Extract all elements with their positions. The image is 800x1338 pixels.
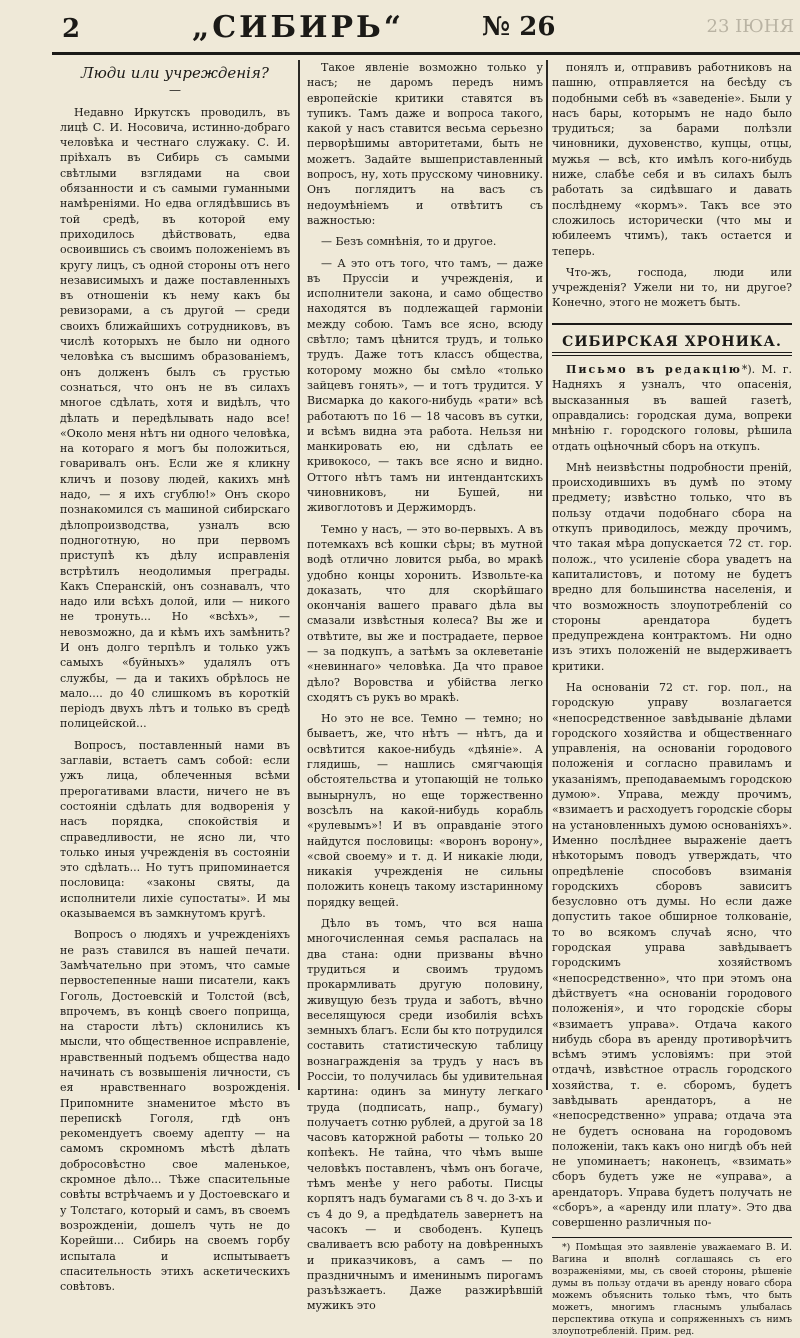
article-paragraph: Недавно Иркутскъ проводилъ, въ лицѣ С. И. Носовича, истинно-добраго человѣка и честнаго служаку. С. И. пріѣхалъ въ Сибирь съ самыми свѣтлыми взглядами на свои обязанности и съ самыми гуманными намѣреніями. Но едва оглядѣвшись въ той средѣ, въ которой ему приходилось дѣйствовать, едва освоившись съ своимъ положеніемъ въ кругу лицъ, съ одной стороны отъ него независимыхъ и даже поставленныхъ въ отношеніи къ нему какъ бы ревизорами, а съ другой — среди своихъ ближайшихъ сотрудниковъ, въ числѣ которыхъ не было ни одного человѣка съ высшимъ образованіемъ, онъ долженъ былъ съ грустью сознаться, что онъ не въ силахъ многое сдѣлать, хотя и видѣлъ, что дѣлать и передѣлывать надо все! «Около меня нѣтъ ни одного человѣка, на котораго я могъ бы положиться, говаривалъ онъ. Если же я кликну кличъ и позову людей, какихъ мнѣ надо, — я ихъ сгублю!» Онъ скоро познакомился съ машиной сибирскаго дѣлопроизводства, узналъ всю подноготную, но при первомъ приступѣ къ дѣлу исправленія встрѣтилъ неодолимыя преграды. Какъ Сперанскій, онъ сознавалъ, что надо или всѣхъ долой, или — никого не тронуть... Но «всѣхъ», — невозможно, да и кѣмъ ихъ замѣнить? И онъ долго терпѣлъ и только ужъ самыхъ «буйныхъ» удалялъ отъ службы, — да и такихъ обрѣлось не мало.... до 40 слишкомъ въ короткій періодъ двухъ лѣтъ и только въ средѣ полицейской... (60, 105, 290, 731)
masthead-title: „СИБИРЬ“ (192, 10, 405, 45)
article-paragraph: — А это отъ того, что тамъ, — даже въ Пруссіи и учрежденія, и исполнители закона, и само общество находятся въ подлежащей гармоніи между собою. Тамъ все ясно, всюду свѣтло; тамъ цѣнится трудъ, и только трудъ. Даже тотъ классъ общества, которому можно бы смѣло «только зайцевъ гонять», — и тотъ трудится. У Висмарка до какого-нибудь «рати» всѣ работаютъ по 16 — 18 часовъ въ сутки, и всѣмъ видна эта работа. Нельзя ни манкировать ею, ни сдѣлать ее кривокосо, — такъ все ясно и видно. Оттого нѣтъ тамъ ни интендантскихъ чиновниковъ, ни Бушей, ни живоглотовъ и Держимордъ. (307, 256, 543, 515)
article-paragraph: Вопросъ о людяхъ и учрежденіяхъ не разъ ставился въ нашей печати. Замѣчательно при этомъ, что самые первостепенные наши писатели, какъ Гоголь, Достоевскій и Толстой (всѣ, впрочемъ, въ концѣ своего поприща, на старости лѣтъ) склонились къ мысли, что общественное исправленіе, нравственный подъемъ общества надо начинать съ возвышенія личности, съ ея нравственнаго возрожденія. Припомните знаменитое мѣсто въ перепискѣ Гоголя, гдѣ онъ рекомендуетъ своему адепту — на самомъ скромномъ мѣстѣ дѣлать добросовѣстно свое маленькое, скромное дѣло... Тѣже спасительные совѣты встрѣчаемъ и у Достоевскаго и у Толстаго, который и самъ, въ своемъ возрожденіи, дошелъ чуть не до Корейши... Сибирь на своемъ горбу испытала и испытываетъ спасительность этихъ аскетическихъ совѣтовъ. (60, 928, 290, 1294)
section-title: СИБИРСКАЯ ХРОНИКА. (552, 323, 792, 350)
title-dash: — (169, 83, 181, 98)
article-paragraph: Такое явленіе возможно только у насъ; не даромъ передъ нимъ европейскіе критики ставятся въ тупикъ. Тамъ даже и вопроса такого, какой у насъ ставится весьма серьезно перворѣшимы авторитетами, быть не можетъ. Задайте вышеприставленный вопросъ, ну, хоть прусскому чиновнику. Онъ поглядитъ на васъ съ недоумѣніемъ и отвѣтитъ съ важностью: (307, 61, 543, 227)
article-paragraph: понялъ и, отправивъ работниковъ на пашню, отправляется на бесѣду съ подобными себѣ въ «заведеніе». Были у насъ бары, которымъ не надо было трудиться; за барами полѣзли чиновники, духовенство, купцы, отцы, мужья — всѣ, кто имѣлъ кого-нибудь ниже, слабѣе себя и въ силахъ былъ работать за сидѣвшаго и давать послѣднему «кормъ». Такъ все это сложилось исторически (что мы и юбилеемъ чтимъ), такъ остается и теперь. (552, 61, 792, 258)
page-number: 2 (62, 14, 81, 44)
article-paragraph: — Безъ сомнѣнія, то и другое. (321, 235, 497, 249)
issue-number: № 26 (482, 12, 556, 42)
letter-heading: Письмо въ редакцію (566, 363, 742, 377)
article-paragraph: На основаніи 72 ст. гор. пол., на городскую управу возлагается «непосредственное завѣдываніе дѣлами городского хозяйства и общественнаго управленія, на основаніи городового положенія и согласно правиламъ и указаніямъ, преподаваемымъ городскою думою». Управа, между прочимъ, «взимаетъ и расходуетъ городскіе сборы на установленныхъ думою основаніяхъ». Именно послѣднее выраженіе даетъ нѣкоторымъ поводъ утверждать, что опредѣленіе способовъ взиманія городскихъ сборовъ зависитъ безусловно отъ думы. Но если даже допустить такое обширное толкованіе, то во всякомъ случаѣ ясно, что городская управа завѣдываетъ городскимъ хозяйствомъ «непосредственно», что при этомъ она дѣйствуетъ «на основаніи городового положенія», и что городскіе сборы «взимаетъ управа». Отдача какого нибудь сбора въ аренду противорѣчитъ всѣмъ этимъ условіямъ: при этой отдачѣ, извѣстное отрасль городского хозяйства, т. е. сборомъ, будетъ завѣдывать арендаторъ, а не «непосредственно» управа; отдача эта не будетъ основана на городовомъ положеніи, такъ какъ оно нигдѣ объ ней не упоминаетъ; наконецъ, «взимать» сборъ будетъ уже не «управа», а арендаторъ. Управа будетъ получать не «сборъ», а «аренду или плату». Это два совершенно различныя по- (552, 680, 792, 1230)
article-title: Люди или учрежденія? (81, 64, 269, 82)
column-2 (307, 60, 543, 1313)
column-3 (552, 60, 792, 1337)
section-rule (552, 352, 792, 356)
column-divider-1 (298, 60, 300, 1090)
letter-intro (552, 362, 792, 454)
letter-opening: *). М. г. Надняхъ я узналъ, что опасенія, высказанныя въ вашей газетѣ, оправдались: городская дума, вопреки мнѣнію г. городского головы, рѣшила отдать оцѣночный сборъ на откупъ. (552, 363, 792, 453)
page-header (52, 10, 800, 55)
article-paragraph: Темно у насъ, — это во-первыхъ. А въ потемкахъ всѣ кошки сѣры; въ мутной водѣ отлично ловится рыба, во мракѣ удобно концы хоронить. Извольте-ка доказать, что для скорѣйшаго окончанія вашего праваго дѣла вы смазали извѣстныя колеса? Вы же и отвѣтите, вы же и пострадаете, первое — за подкупъ, а затѣмъ за оклеветаніе «невиннаго» человѣка. Да что правое дѣло? Воровства и убійства легко сходятъ съ рукъ во мракѣ. (307, 522, 543, 704)
article-paragraph: Дѣло въ томъ, что вся наша многочисленная семья распалась на два стана: одни призваны вѣчно трудиться и своимъ трудомъ прокармливать другую половину, живущую безъ труда и заботъ, вѣчно веселящуюся среди изобилія всѣхъ земныхъ благъ. Если бы кто потрудился составить статистическую таблицу вознагражденія за трудъ у насъ въ Россіи, то получилась бы удивительная картина: одинъ за минуту легкаго труда (подписать, напр., бумагу) получаетъ сотню рублей, а другой за 18 часовъ каторжной работы — только 20 копѣекъ. Не тайна, что чѣмъ выше человѣкъ поставленъ, чѣмъ онъ богаче, тѣмъ менѣе у него работы. Писцы корпятъ надъ бумагами съ 8 ч. до 3-хъ и съ 4 до 9, а предѣдатель завернетъ на часокъ — и свободенъ. Купецъ сваливаетъ всю работу на довѣренныхъ и приказчиковъ, а самъ — по праздничнымъ и именинымъ пирогамъ разъѣзжаетъ. Даже разжирѣвшій мужикъ это (307, 917, 543, 1313)
article-paragraph: Мнѣ неизвѣстны подробности преній, происходившихъ въ думѣ по этому предмету; извѣстно только, что въ пользу отдачи подобнаго сбора на откупъ приводилось, между прочимъ, что такая мѣра допускается 72 ст. гор. полож., что усиленіе сбора увадетъ на капиталистовъ, и потому не будетъ вредно для большинства населенія, и что возможность злоупотребленій со стороны арендатора будетъ предупреждена контрактомъ. Ни одно изъ этихъ положеній не выдерживаетъ критики. (552, 460, 792, 673)
article-paragraph: Что-жъ, господа, люди или учрежденія? Ужели ни то, ни другое? Конечно, этого не можетъ быть. (552, 265, 792, 310)
editor-footnote: *) Помѣщая это заявленіе уважаемаго В. И. Вагина и вполнѣ соглашаясь съ его возраженіями, мы, съ своей стороны, рѣшеніе думы въ пользу отдачи въ аренду новаго сбора можемъ объяснить только тѣмъ, что быть можетъ, многимъ гласнымъ улыбалась перспектива откупа и сопряженныхъ съ нимъ злоупотребленій. Прим. ред. (552, 1237, 792, 1338)
article-paragraph: Но это не все. Темно — темно; но бываетъ, же, что нѣтъ — нѣтъ, да и освѣтится какое-нибудь «дѣяніе». А глядишь, — нашлись смягчающія обстоятельства и утопающій не только вынырнулъ, но еще торжественно возсѣлъ на какой-нибудь корабль «рулевымъ»! И въ оправданіе этого найдутся пословицы: «воронъ ворону», «свой своему» и т. д. И никакіе люди, никакія учрежденія не сильны положить конецъ такому изстаринному порядку вещей. (307, 712, 543, 909)
article-paragraph: Вопросъ, поставленный нами въ заглавіи, встаетъ самъ собой: если ужъ лица, облеченныя всѣми прерогативами власти, ничего не въ состояніи сдѣлать для водворенія у насъ порядка, спокойствія и справедливости, не ясно ли, что только иныя учрежденія въ состояніи это сдѣлать... Но тутъ припоминается пословица: «законы святы, да исполнители лихіе супостаты». И мы оказываемся въ замкнутомъ кругѣ. (60, 738, 290, 921)
bleed-through-date: 23 IЮНЯ (706, 16, 794, 37)
column-1 (60, 60, 290, 1294)
column-divider-2 (546, 60, 548, 1090)
